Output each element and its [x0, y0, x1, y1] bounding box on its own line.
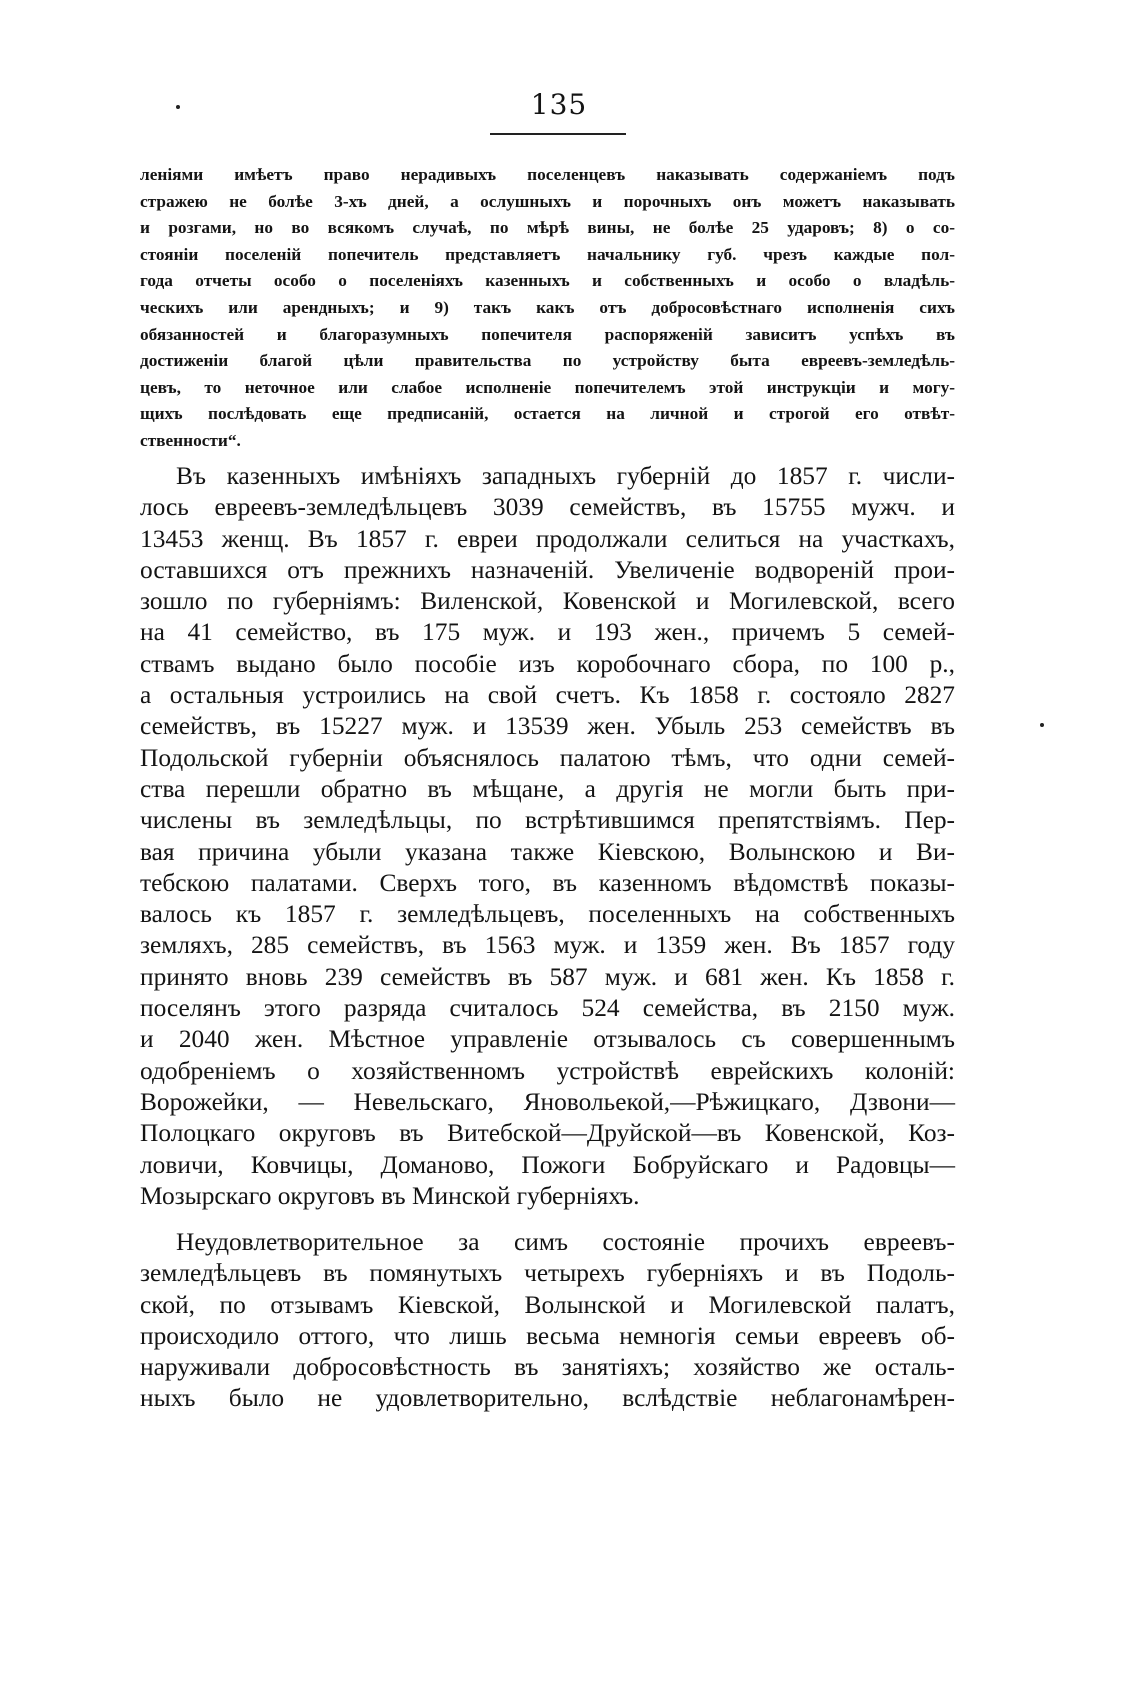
paragraph-line: валось къ 1857 г. земледѣльцевъ, поселенныхъ на собственныхъ [140, 900, 955, 929]
scan-speck [176, 105, 180, 109]
header-rule [490, 133, 626, 135]
paragraph-line: ствамъ выдано было пособіе изъ коробочнаго сбора, по 100 р., [140, 649, 955, 678]
paragraph-line: Полоцкаго округовъ въ Витебской—Друйской—въ Ковенской, Коз- [140, 1119, 955, 1148]
paragraph-line: вая причина убыли указана также Кіевскою, Волынскою и Ви- [140, 837, 955, 866]
paragraph-line: ныхъ было не удовлетворительно, вслѣдствіе неблагонамѣрен- [140, 1384, 955, 1413]
scan-speck [1040, 723, 1044, 727]
quote-line: стояніи поселеній попечитель представляетъ начальнику губ. чрезъ каждые пол- [140, 244, 955, 264]
quote-line: обязанностей и благоразумныхъ попечителя распоряженій зависитъ успѣхъ въ [140, 324, 955, 344]
quote-line: года отчеты особо о поселеніяхъ казенныхъ и собственныхъ и особо о владѣль- [140, 271, 955, 291]
paragraph-line: принято вновь 239 семействъ въ 587 муж. и 681 жен. Къ 1858 г. [140, 962, 955, 991]
quote-line: стражею не болѣе 3-хъ дней, а ослушныхъ и порочныхъ онъ можетъ наказывать [140, 191, 955, 211]
paragraph-line: ской, по отзывамъ Кіевской, Волынской и Могилевской палатъ, [140, 1290, 955, 1319]
paragraph-line: и 2040 жен. Мѣстное управленіе отзывалось съ совершеннымъ [140, 1025, 955, 1054]
paragraph-line: Неудовлетворительное за симъ состояніе прочихъ евреевъ- [176, 1228, 955, 1256]
page-number: 135 [530, 88, 588, 121]
paragraph-line: лось евреевъ-земледѣльцевъ 3039 семействъ, въ 15755 мужч. и [140, 493, 955, 522]
paragraph-line: на 41 семейство, въ 175 муж. и 193 жен., причемъ 5 семей- [140, 618, 955, 647]
quote-line: достиженіи благой цѣли правительства по устройству быта евреевъ-земледѣль- [140, 351, 955, 371]
paragraph-line: земляхъ, 285 семействъ, въ 1563 муж. и 1359 жен. Въ 1857 году [140, 931, 955, 960]
paragraph-line: зошло по губерніямъ: Виленской, Ковенской и Могилевской, всего [140, 587, 955, 616]
paragraph-line: ства перешли обратно въ мѣщане, а другія не могли быть при- [140, 774, 955, 803]
quote-line: и розгами, но во всякомъ случаѣ, по мѣрѣ вины, не болѣе 25 ударовъ; 8) о со- [140, 218, 955, 238]
quote-line: леніями имѣетъ право нерадивыхъ поселенцевъ наказывать содержаніемъ подъ [140, 165, 955, 184]
paragraph-line: земледѣльцевъ въ помянутыхъ четырехъ губерніяхъ и въ Подоль- [140, 1259, 955, 1288]
paragraph-line: Мозырскаго округовъ въ Минской губерніяхъ. [140, 1181, 640, 1210]
quote-line: щихъ послѣдовать еще предписаній, остается на личной и строгой его отвѣт- [140, 404, 955, 424]
paragraph-line: оставшихся отъ прежнихъ назначеній. Увеличеніе водвореній прои- [140, 555, 955, 584]
paragraph-line: числены въ земледѣльцы, по встрѣтившимся препятствіямъ. Пер- [140, 806, 955, 835]
quote-line: ственности“. [140, 430, 241, 450]
paragraph-line: тебскою палатами. Сверхъ того, въ казенномъ вѣдомствѣ показы- [140, 868, 955, 897]
paragraph-line: 13453 женщ. Въ 1857 г. евреи продолжали селиться на участкахъ, [140, 524, 955, 553]
paragraph-line: Ворожейки, — Невельскаго, Яновольекой,—Рѣжицкаго, Дзвони— [140, 1087, 955, 1116]
quote-line: цевъ, то неточное или слабое исполненіе попечителемъ этой инструкціи и могу- [140, 377, 955, 397]
paragraph-2 [140, 1227, 955, 1415]
quoted-instruction-block [140, 162, 955, 455]
paragraph-1 [140, 461, 955, 1212]
paragraph-line: семействъ, въ 15227 муж. и 13539 жен. Убыль 253 семействъ въ [140, 712, 955, 741]
paragraph-line: наруживали добросовѣстность въ занятіяхъ; хозяйство же осталь- [140, 1353, 955, 1382]
paragraph-line: Подольской губерніи объяснялось палатою тѣмъ, что одни семей- [140, 743, 955, 772]
paragraph-line: а остальныя устроились на свой счетъ. Къ 1858 г. состояло 2827 [140, 681, 955, 710]
paragraph-line: поселянъ этого разряда считалось 524 семейства, въ 2150 муж. [140, 994, 955, 1023]
paragraph-line: одобреніемъ о хозяйственномъ устройствѣ еврейскихъ колоній: [140, 1056, 955, 1085]
quote-line: ческихъ или арендныхъ; и 9) такъ какъ отъ добросовѣстнаго исполненія сихъ [140, 297, 955, 317]
paragraph-line: Въ казенныхъ имѣніяхъ западныхъ губерній до 1857 г. числи- [176, 462, 955, 490]
paragraph-line: ловичи, Ковчицы, Доманово, Пожоги Бобруйскаго и Радовцы— [140, 1150, 955, 1179]
paragraph-line: происходило оттого, что лишь весьма немногія семьи евреевъ об- [140, 1321, 955, 1350]
